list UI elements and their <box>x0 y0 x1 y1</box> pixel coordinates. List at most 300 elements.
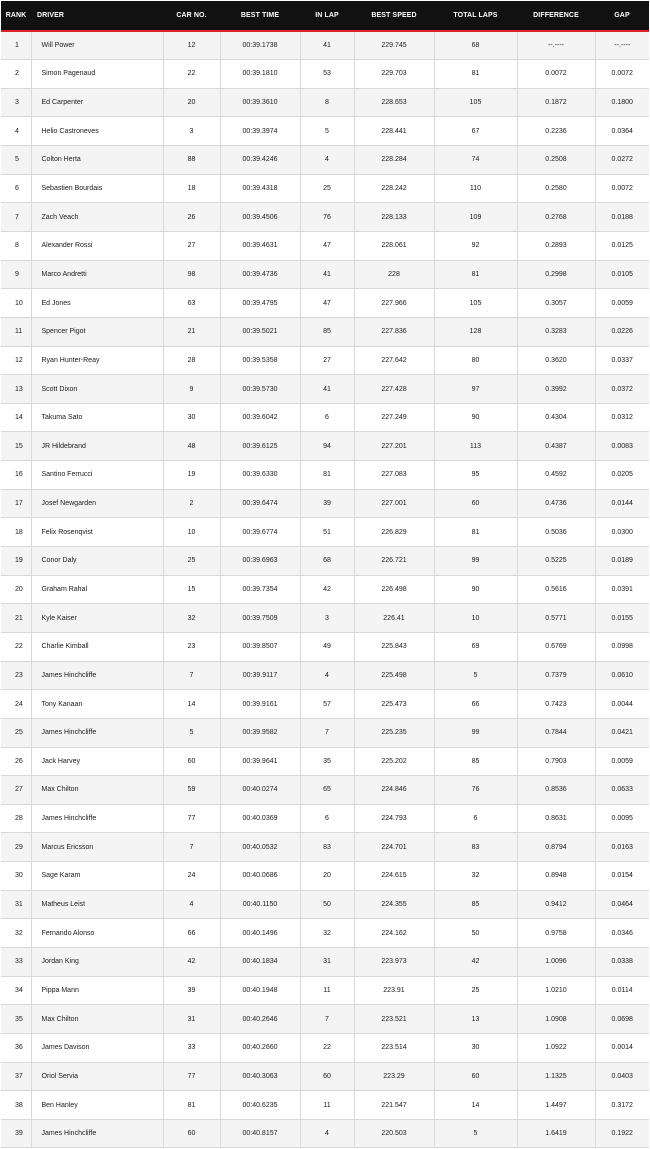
cell-gap: 0.0403 <box>595 1062 649 1091</box>
cell-car-no: 23 <box>163 632 220 661</box>
cell-driver: Josef Newgarden <box>31 489 163 518</box>
cell-best-speed: 228 <box>354 260 434 289</box>
cell-car-no: 20 <box>163 88 220 117</box>
cell-car-no: 24 <box>163 862 220 891</box>
cell-driver: Tony Kanaan <box>31 690 163 719</box>
cell-car-no: 25 <box>163 547 220 576</box>
cell-rank: 23 <box>1 661 31 690</box>
cell-rank: 2 <box>1 60 31 89</box>
cell-driver: Sage Karam <box>31 862 163 891</box>
cell-gap: 0.0188 <box>595 203 649 232</box>
cell-in-lap: 11 <box>300 976 354 1005</box>
cell-car-no: 28 <box>163 346 220 375</box>
cell-difference: 0.2508 <box>517 146 595 175</box>
cell-gap: 0.0059 <box>595 747 649 776</box>
cell-best-speed: 223.29 <box>354 1062 434 1091</box>
cell-in-lap: 7 <box>300 1005 354 1034</box>
cell-car-no: 21 <box>163 317 220 346</box>
cell-best-time: 00:39.5021 <box>220 317 300 346</box>
cell-rank: 12 <box>1 346 31 375</box>
table-row <box>1 690 649 719</box>
header-rank[interactable]: RANK <box>1 1 31 31</box>
cell-best-time: 00:39.9641 <box>220 747 300 776</box>
cell-rank: 10 <box>1 289 31 318</box>
cell-difference: 0.1872 <box>517 88 595 117</box>
cell-gap: 0.0059 <box>595 289 649 318</box>
cell-difference: 1.1325 <box>517 1062 595 1091</box>
cell-best-speed: 228.284 <box>354 146 434 175</box>
cell-rank: 35 <box>1 1005 31 1034</box>
cell-total-laps: 105 <box>434 88 517 117</box>
cell-difference: 0.2580 <box>517 174 595 203</box>
cell-car-no: 18 <box>163 174 220 203</box>
cell-difference: 0.8536 <box>517 776 595 805</box>
cell-total-laps: 67 <box>434 117 517 146</box>
cell-best-time: 00:40.1834 <box>220 948 300 977</box>
cell-in-lap: 94 <box>300 432 354 461</box>
cell-total-laps: 85 <box>434 747 517 776</box>
table-row <box>1 804 649 833</box>
cell-car-no: 30 <box>163 403 220 432</box>
cell-best-time: 00:40.1496 <box>220 919 300 948</box>
table-row <box>1 718 649 747</box>
cell-gap: 0.0205 <box>595 461 649 490</box>
cell-difference: 1.0922 <box>517 1033 595 1062</box>
cell-best-time: 00:40.0274 <box>220 776 300 805</box>
cell-best-time: 00:40.6235 <box>220 1091 300 1120</box>
cell-best-speed: 220.503 <box>354 1119 434 1148</box>
cell-car-no: 5 <box>163 718 220 747</box>
cell-driver: Alexander Rossi <box>31 231 163 260</box>
cell-rank: 32 <box>1 919 31 948</box>
cell-gap: 0.0163 <box>595 833 649 862</box>
cell-in-lap: 6 <box>300 804 354 833</box>
cell-best-time: 00:39.3610 <box>220 88 300 117</box>
cell-difference: 0.2236 <box>517 117 595 146</box>
cell-best-speed: 227.428 <box>354 375 434 404</box>
cell-difference: 0.4387 <box>517 432 595 461</box>
cell-difference: 0.5225 <box>517 547 595 576</box>
table-row <box>1 146 649 175</box>
cell-in-lap: 7 <box>300 718 354 747</box>
cell-best-time: 00:40.0369 <box>220 804 300 833</box>
cell-car-no: 77 <box>163 1062 220 1091</box>
cell-rank: 4 <box>1 117 31 146</box>
cell-driver: James Hinchcliffe <box>31 661 163 690</box>
table-row <box>1 1062 649 1091</box>
table-row <box>1 289 649 318</box>
cell-total-laps: 32 <box>434 862 517 891</box>
header-best-speed[interactable]: BEST SPEED <box>354 1 434 31</box>
cell-best-time: 00:39.4736 <box>220 260 300 289</box>
cell-car-no: 10 <box>163 518 220 547</box>
cell-total-laps: 85 <box>434 890 517 919</box>
cell-rank: 36 <box>1 1033 31 1062</box>
cell-rank: 13 <box>1 375 31 404</box>
cell-best-speed: 224.355 <box>354 890 434 919</box>
cell-driver: Will Power <box>31 31 163 60</box>
table-row <box>1 31 649 60</box>
cell-total-laps: 5 <box>434 661 517 690</box>
cell-gap: 0.0337 <box>595 346 649 375</box>
cell-gap: 0.0346 <box>595 919 649 948</box>
cell-car-no: 48 <box>163 432 220 461</box>
cell-total-laps: 5 <box>434 1119 517 1148</box>
cell-rank: 30 <box>1 862 31 891</box>
header-car-no[interactable]: CAR NO. <box>163 1 220 31</box>
cell-best-speed: 227.083 <box>354 461 434 490</box>
cell-difference: 0.8794 <box>517 833 595 862</box>
cell-total-laps: 92 <box>434 231 517 260</box>
table-row <box>1 60 649 89</box>
cell-best-time: 00:39.6125 <box>220 432 300 461</box>
cell-driver: Pippa Mann <box>31 976 163 1005</box>
cell-car-no: 39 <box>163 976 220 1005</box>
cell-in-lap: 51 <box>300 518 354 547</box>
cell-car-no: 7 <box>163 661 220 690</box>
cell-best-time: 00:40.3063 <box>220 1062 300 1091</box>
cell-car-no: 14 <box>163 690 220 719</box>
cell-total-laps: 99 <box>434 547 517 576</box>
table-row <box>1 747 649 776</box>
cell-car-no: 4 <box>163 890 220 919</box>
cell-rank: 16 <box>1 461 31 490</box>
cell-in-lap: 39 <box>300 489 354 518</box>
cell-difference: 0.3620 <box>517 346 595 375</box>
cell-best-time: 00:39.5358 <box>220 346 300 375</box>
cell-driver: Marcus Ericsson <box>31 833 163 862</box>
results-table-container <box>1 1 649 1148</box>
cell-driver: Ed Jones <box>31 289 163 318</box>
cell-difference: 0.9758 <box>517 919 595 948</box>
table-row <box>1 1033 649 1062</box>
table-row <box>1 203 649 232</box>
cell-best-speed: 225.843 <box>354 632 434 661</box>
header-best-time[interactable]: BEST TIME <box>220 1 300 31</box>
cell-car-no: 26 <box>163 203 220 232</box>
cell-total-laps: 69 <box>434 632 517 661</box>
cell-rank: 5 <box>1 146 31 175</box>
cell-best-speed: 223.973 <box>354 948 434 977</box>
cell-in-lap: 3 <box>300 604 354 633</box>
cell-best-time: 00:39.4318 <box>220 174 300 203</box>
cell-best-speed: 225.498 <box>354 661 434 690</box>
cell-difference: 0.7379 <box>517 661 595 690</box>
cell-in-lap: 35 <box>300 747 354 776</box>
cell-in-lap: 60 <box>300 1062 354 1091</box>
cell-total-laps: 50 <box>434 919 517 948</box>
table-row <box>1 575 649 604</box>
cell-gap: 0.0610 <box>595 661 649 690</box>
cell-rank: 37 <box>1 1062 31 1091</box>
cell-gap: 0.0014 <box>595 1033 649 1062</box>
cell-difference: 0.5771 <box>517 604 595 633</box>
cell-total-laps: 128 <box>434 317 517 346</box>
cell-best-speed: 229.745 <box>354 31 434 60</box>
cell-best-speed: 224.846 <box>354 776 434 805</box>
cell-driver: Jack Harvey <box>31 747 163 776</box>
cell-in-lap: 22 <box>300 1033 354 1062</box>
cell-best-speed: 223.91 <box>354 976 434 1005</box>
header-difference[interactable]: DIFFERENCE <box>517 1 595 31</box>
cell-difference: 0.6769 <box>517 632 595 661</box>
cell-rank: 9 <box>1 260 31 289</box>
cell-total-laps: 81 <box>434 518 517 547</box>
cell-best-speed: 228.242 <box>354 174 434 203</box>
table-row <box>1 1119 649 1148</box>
table-row <box>1 117 649 146</box>
cell-in-lap: 32 <box>300 919 354 948</box>
cell-car-no: 33 <box>163 1033 220 1062</box>
cell-car-no: 27 <box>163 231 220 260</box>
table-row <box>1 260 649 289</box>
cell-driver: Ben Hanley <box>31 1091 163 1120</box>
cell-total-laps: 42 <box>434 948 517 977</box>
cell-in-lap: 5 <box>300 117 354 146</box>
cell-in-lap: 41 <box>300 375 354 404</box>
cell-difference: 1.4497 <box>517 1091 595 1120</box>
cell-best-time: 00:39.4631 <box>220 231 300 260</box>
cell-best-time: 00:39.3974 <box>220 117 300 146</box>
cell-best-time: 00:39.6330 <box>220 461 300 490</box>
cell-in-lap: 4 <box>300 1119 354 1148</box>
cell-in-lap: 11 <box>300 1091 354 1120</box>
cell-driver: James Hinchcliffe <box>31 804 163 833</box>
cell-total-laps: 14 <box>434 1091 517 1120</box>
table-row <box>1 518 649 547</box>
cell-difference: 0.2768 <box>517 203 595 232</box>
cell-in-lap: 49 <box>300 632 354 661</box>
table-row <box>1 976 649 1005</box>
cell-best-speed: 223.521 <box>354 1005 434 1034</box>
cell-best-time: 00:40.1150 <box>220 890 300 919</box>
cell-best-speed: 224.615 <box>354 862 434 891</box>
cell-best-speed: 228.133 <box>354 203 434 232</box>
cell-driver: Charlie Kimball <box>31 632 163 661</box>
cell-best-time: 00:40.1948 <box>220 976 300 1005</box>
cell-in-lap: 53 <box>300 60 354 89</box>
cell-in-lap: 6 <box>300 403 354 432</box>
cell-difference: --.---- <box>517 31 595 60</box>
results-table <box>1 1 649 1148</box>
cell-best-speed: 228.441 <box>354 117 434 146</box>
cell-best-time: 00:39.6774 <box>220 518 300 547</box>
cell-gap: 0.0095 <box>595 804 649 833</box>
cell-best-speed: 221.547 <box>354 1091 434 1120</box>
cell-best-time: 00:39.1810 <box>220 60 300 89</box>
cell-rank: 21 <box>1 604 31 633</box>
cell-gap: 0.1800 <box>595 88 649 117</box>
cell-difference: 0.4736 <box>517 489 595 518</box>
cell-driver: Spencer Pigot <box>31 317 163 346</box>
cell-total-laps: 90 <box>434 403 517 432</box>
cell-total-laps: 113 <box>434 432 517 461</box>
cell-driver: James Hinchcliffe <box>31 718 163 747</box>
cell-best-speed: 226.41 <box>354 604 434 633</box>
table-row <box>1 231 649 260</box>
cell-gap: 0.0633 <box>595 776 649 805</box>
cell-gap: 0.0300 <box>595 518 649 547</box>
cell-gap: 0.0226 <box>595 317 649 346</box>
cell-best-speed: 228.061 <box>354 231 434 260</box>
cell-driver: Colton Herta <box>31 146 163 175</box>
cell-driver: Takuma Sato <box>31 403 163 432</box>
cell-gap: 0.0372 <box>595 375 649 404</box>
cell-difference: 0.2998 <box>517 260 595 289</box>
cell-best-speed: 227.201 <box>354 432 434 461</box>
cell-car-no: 9 <box>163 375 220 404</box>
cell-driver: Jordan King <box>31 948 163 977</box>
table-row <box>1 547 649 576</box>
cell-in-lap: 65 <box>300 776 354 805</box>
table-row <box>1 1005 649 1034</box>
cell-difference: 0.5616 <box>517 575 595 604</box>
cell-driver: Graham Rahal <box>31 575 163 604</box>
cell-car-no: 3 <box>163 117 220 146</box>
cell-car-no: 60 <box>163 747 220 776</box>
cell-rank: 8 <box>1 231 31 260</box>
cell-best-time: 00:39.4246 <box>220 146 300 175</box>
cell-difference: 1.0096 <box>517 948 595 977</box>
cell-difference: 0.7903 <box>517 747 595 776</box>
table-row <box>1 632 649 661</box>
cell-best-speed: 225.202 <box>354 747 434 776</box>
cell-rank: 31 <box>1 890 31 919</box>
cell-in-lap: 83 <box>300 833 354 862</box>
cell-in-lap: 20 <box>300 862 354 891</box>
cell-in-lap: 85 <box>300 317 354 346</box>
cell-driver: Zach Veach <box>31 203 163 232</box>
cell-total-laps: 25 <box>434 976 517 1005</box>
cell-best-speed: 229.703 <box>354 60 434 89</box>
cell-difference: 0.8948 <box>517 862 595 891</box>
cell-total-laps: 60 <box>434 489 517 518</box>
cell-gap: 0.0154 <box>595 862 649 891</box>
cell-difference: 0.4592 <box>517 461 595 490</box>
cell-best-speed: 225.235 <box>354 718 434 747</box>
cell-car-no: 15 <box>163 575 220 604</box>
cell-in-lap: 8 <box>300 88 354 117</box>
table-row <box>1 661 649 690</box>
cell-difference: 0.3992 <box>517 375 595 404</box>
cell-total-laps: 68 <box>434 31 517 60</box>
cell-best-speed: 227.966 <box>354 289 434 318</box>
cell-driver: JR Hildebrand <box>31 432 163 461</box>
table-row <box>1 1091 649 1120</box>
table-row <box>1 776 649 805</box>
cell-car-no: 66 <box>163 919 220 948</box>
cell-best-time: 00:39.4795 <box>220 289 300 318</box>
cell-rank: 28 <box>1 804 31 833</box>
cell-gap: 0.0144 <box>595 489 649 518</box>
cell-rank: 26 <box>1 747 31 776</box>
table-row <box>1 890 649 919</box>
cell-car-no: 7 <box>163 833 220 862</box>
cell-total-laps: 83 <box>434 833 517 862</box>
cell-total-laps: 97 <box>434 375 517 404</box>
cell-total-laps: 95 <box>434 461 517 490</box>
cell-gap: 0.0072 <box>595 60 649 89</box>
table-row <box>1 375 649 404</box>
cell-best-speed: 225.473 <box>354 690 434 719</box>
cell-driver: Simon Pagenaud <box>31 60 163 89</box>
cell-total-laps: 13 <box>434 1005 517 1034</box>
cell-difference: 1.0908 <box>517 1005 595 1034</box>
cell-rank: 3 <box>1 88 31 117</box>
cell-rank: 38 <box>1 1091 31 1120</box>
cell-total-laps: 6 <box>434 804 517 833</box>
cell-rank: 7 <box>1 203 31 232</box>
cell-in-lap: 76 <box>300 203 354 232</box>
cell-rank: 11 <box>1 317 31 346</box>
cell-best-speed: 228.653 <box>354 88 434 117</box>
cell-best-time: 00:39.4506 <box>220 203 300 232</box>
cell-car-no: 19 <box>163 461 220 490</box>
cell-gap: 0.0391 <box>595 575 649 604</box>
cell-rank: 39 <box>1 1119 31 1148</box>
cell-difference: 0.4304 <box>517 403 595 432</box>
cell-gap: 0.0105 <box>595 260 649 289</box>
cell-driver: Fernando Alonso <box>31 919 163 948</box>
cell-best-speed: 227.001 <box>354 489 434 518</box>
cell-rank: 14 <box>1 403 31 432</box>
cell-total-laps: 99 <box>434 718 517 747</box>
cell-in-lap: 4 <box>300 661 354 690</box>
cell-total-laps: 105 <box>434 289 517 318</box>
cell-total-laps: 66 <box>434 690 517 719</box>
cell-in-lap: 41 <box>300 260 354 289</box>
cell-in-lap: 4 <box>300 146 354 175</box>
cell-car-no: 42 <box>163 948 220 977</box>
cell-driver: Scott Dixon <box>31 375 163 404</box>
cell-in-lap: 68 <box>300 547 354 576</box>
cell-total-laps: 81 <box>434 60 517 89</box>
cell-difference: 0.3057 <box>517 289 595 318</box>
results-body <box>1 31 649 1148</box>
cell-best-speed: 226.721 <box>354 547 434 576</box>
cell-total-laps: 81 <box>434 260 517 289</box>
cell-car-no: 88 <box>163 146 220 175</box>
table-row <box>1 948 649 977</box>
table-row <box>1 432 649 461</box>
cell-best-speed: 226.498 <box>354 575 434 604</box>
header-driver[interactable]: DRIVER <box>31 1 163 31</box>
cell-gap: 0.0114 <box>595 976 649 1005</box>
cell-difference: 0.5036 <box>517 518 595 547</box>
cell-gap: 0.0125 <box>595 231 649 260</box>
cell-gap: 0.0083 <box>595 432 649 461</box>
cell-driver: Helio Castroneves <box>31 117 163 146</box>
cell-car-no: 31 <box>163 1005 220 1034</box>
table-row <box>1 862 649 891</box>
header-gap[interactable]: GAP <box>595 1 649 31</box>
cell-best-time: 00:40.2660 <box>220 1033 300 1062</box>
header-row <box>1 1 649 31</box>
cell-total-laps: 60 <box>434 1062 517 1091</box>
cell-driver: James Hinchcliffe <box>31 1119 163 1148</box>
header-total-laps[interactable]: TOTAL LAPS <box>434 1 517 31</box>
cell-in-lap: 81 <box>300 461 354 490</box>
table-row <box>1 604 649 633</box>
cell-best-time: 00:39.1738 <box>220 31 300 60</box>
cell-gap: 0.0189 <box>595 547 649 576</box>
cell-in-lap: 50 <box>300 890 354 919</box>
cell-best-speed: 223.514 <box>354 1033 434 1062</box>
cell-best-time: 00:40.0532 <box>220 833 300 862</box>
cell-best-time: 00:39.9161 <box>220 690 300 719</box>
header-in-lap[interactable]: IN LAP <box>300 1 354 31</box>
cell-driver: Santino Ferrucci <box>31 461 163 490</box>
